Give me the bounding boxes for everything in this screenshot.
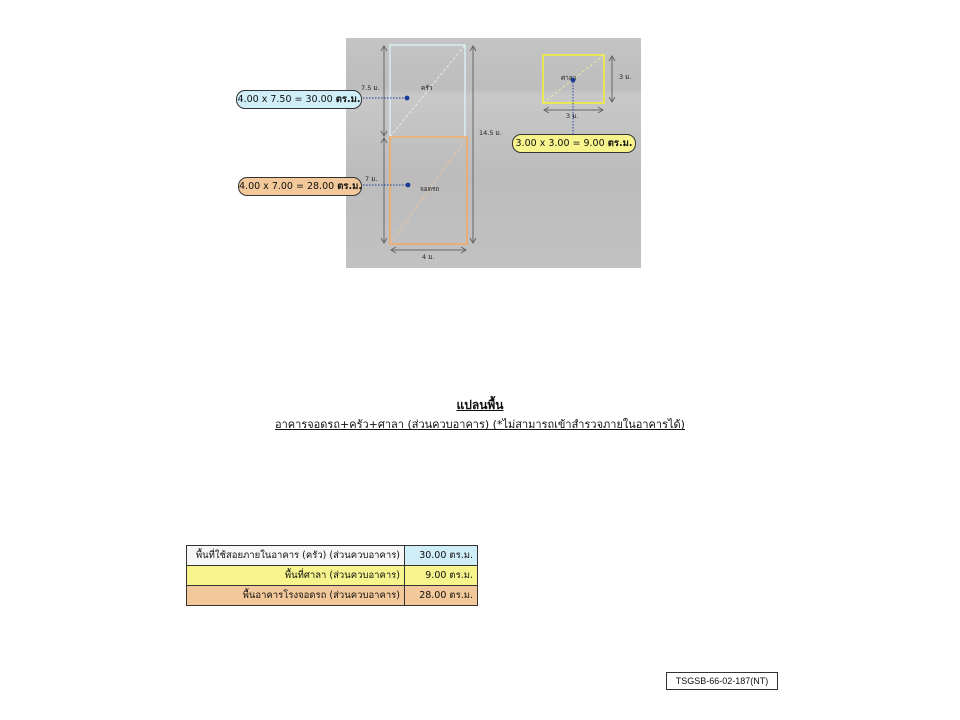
table-row-garage xyxy=(187,586,478,606)
plan-title: แปลนพื้น xyxy=(456,398,504,412)
garage-area-value: 28.00 ตร.ม. xyxy=(405,586,478,606)
garage-area-formula: 4.00 x 7.00 = 28.00 xyxy=(239,181,335,192)
kitchen-marker xyxy=(405,96,410,101)
dim-sala-height-text: 3 ม. xyxy=(619,73,632,81)
sala-area-value: 9.00 ตร.ม. xyxy=(405,566,478,586)
kitchen-area-formula: 4.00 x 7.50 = 30.00 xyxy=(237,94,333,105)
kitchen-label: ครัว xyxy=(421,84,433,92)
garage-label: จอดรถ xyxy=(420,185,440,193)
sala-label: ศาลา xyxy=(561,74,577,82)
dim-total-height-text: 14.5 ม. xyxy=(479,129,502,137)
dim-kitchen-height-text: 7.5 ม. xyxy=(361,84,380,92)
kitchen-area-unit: ตร.ม. xyxy=(335,94,361,105)
area-summary-table xyxy=(186,545,478,606)
garage-marker xyxy=(406,183,411,188)
sala-area-label: พื้นที่ศาลา (ส่วนควบอาคาร) xyxy=(187,566,405,586)
garage-area-label: พื้นอาคารโรงจอดรถ (ส่วนควบอาคาร) xyxy=(187,586,405,606)
sala-area-unit: ตร.ม. xyxy=(607,138,633,149)
floor-plan-drawing xyxy=(346,38,641,268)
dim-garage-height-text: 7 ม. xyxy=(365,175,378,183)
plan-subtitle: อาคารจอดรถ+ครัว+ศาลา (ส่วนควบอาคาร) (*ไม่สามารถเข้าสำรวจภายในอาคารได้) xyxy=(275,418,685,431)
kitchen-area-value: 30.00 ตร.ม. xyxy=(405,546,478,566)
garage-area-unit: ตร.ม. xyxy=(337,181,362,192)
garage-area-callout xyxy=(238,177,362,196)
sala-area-formula: 3.00 x 3.00 = 9.00 xyxy=(515,138,605,149)
table-row-kitchen xyxy=(187,546,478,566)
sala-area-callout xyxy=(512,134,636,153)
kitchen-area-label: พื้นที่ใช้สอยภายในอาคาร (ครัว) (ส่วนควบอาคาร) xyxy=(187,546,405,566)
kitchen-area-callout xyxy=(236,90,362,109)
dim-width-text: 4 ม. xyxy=(422,253,435,261)
table-row-sala xyxy=(187,566,478,586)
floor-plan-image xyxy=(346,38,641,268)
document-code: TSGSB-66-02-187(NT) xyxy=(666,672,778,690)
dim-sala-width-text: 3 ม. xyxy=(566,112,579,120)
